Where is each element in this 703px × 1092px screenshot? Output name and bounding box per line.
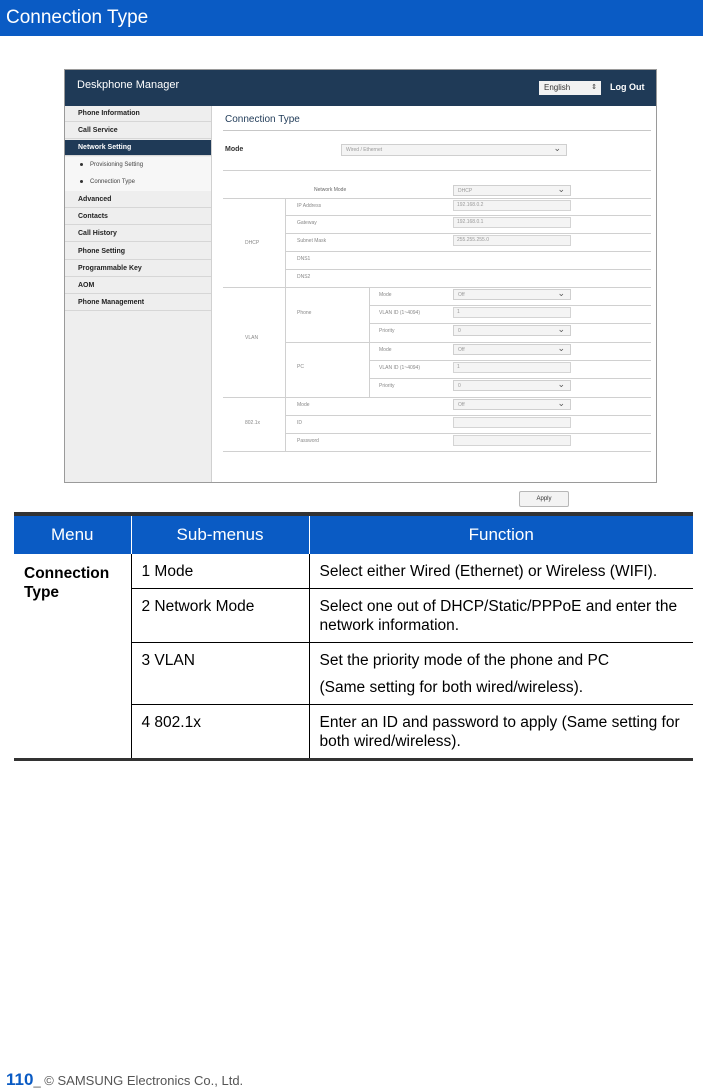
pc-priority-label: Priority [379,383,395,389]
bullet-icon [80,163,83,166]
app-title: Deskphone Manager [77,79,180,91]
divider [285,233,651,234]
select-arrow-icon: ⇕ [591,84,597,91]
divider [285,433,651,434]
vlan-group-label: VLAN [245,335,259,341]
menu-cell: Connection Type [14,554,131,760]
sidebar-item-call-service[interactable]: Call Service [65,123,211,139]
subitem-label: Provisioning Setting [90,162,144,168]
chevron-down-icon: ⌄ [557,184,565,194]
sidebar-item-network-setting[interactable]: Network Setting [65,140,211,156]
sidebar-item-call-history[interactable]: Call History [65,226,211,242]
divider [223,287,651,288]
dns2-label: DNS2 [297,274,311,280]
network-mode-value: DHCP [458,188,473,194]
divider [369,360,651,361]
submenu-cell: 3 VLAN [131,643,309,705]
sidebar-item-phone-management[interactable]: Phone Management [65,295,211,311]
chevron-down-icon: ⌄ [557,324,565,334]
section-title: Connection Type [6,7,149,28]
mode-select[interactable] [341,144,567,156]
dot1x-password-label: Password [297,438,319,444]
divider [223,170,651,171]
phone-vlan-id-input[interactable]: 1 [453,307,571,318]
submenu-cell: 4 802.1x [131,705,309,760]
chevron-down-icon: ⌄ [553,143,561,153]
subitem-label: Connection Type [90,179,135,185]
subnet-mask-input[interactable]: 255.255.255.0 [453,235,571,246]
chevron-down-icon: ⌄ [557,379,565,389]
phone-mode-value: Off [458,292,465,298]
divider [285,415,651,416]
section-header [0,0,703,36]
table-row [14,554,693,589]
dot1x-id-input[interactable] [453,417,571,428]
page-number: 110 [6,1070,34,1089]
chevron-down-icon: ⌄ [557,398,565,408]
language-select[interactable] [539,81,601,95]
pc-vlan-id-input[interactable]: 1 [453,362,571,373]
dot1x-mode-select[interactable] [453,399,571,410]
divider [223,397,651,398]
sidebar-item-contacts[interactable]: Contacts [65,209,211,225]
pc-priority-select[interactable] [453,380,571,391]
gateway-label: Gateway [297,220,317,226]
column-header-function: Function [309,514,693,554]
ip-address-label: IP Address [297,203,322,209]
vlan-phone-label: Phone [297,310,312,316]
divider [285,269,651,270]
dot1x-id-label: ID [297,420,302,426]
logout-link[interactable]: Log Out [610,82,645,92]
function-line: Set the priority mode of the phone and PC [319,652,610,669]
phone-priority-label: Priority [379,328,395,334]
network-mode-label: Network Mode [314,187,347,193]
bullet-icon [80,180,83,183]
dot1x-mode-value: Off [458,402,465,408]
column-header-menu: Menu [14,514,131,554]
ui-screenshot [64,69,657,502]
chevron-down-icon: ⌄ [557,343,565,353]
phone-priority-select[interactable] [453,325,571,336]
vlan-pc-label: PC [297,364,304,370]
chevron-down-icon: ⌄ [557,288,565,298]
function-cell: Select either Wired (Ethernet) or Wireless (WIFI). [309,554,693,589]
phone-mode-select[interactable] [453,289,571,300]
app-topbar [65,70,656,106]
dot1x-group-label: 802.1x [245,420,261,426]
mode-label: Mode [225,146,244,153]
sidebar-item-phone-information[interactable]: Phone Information [65,106,211,122]
pc-mode-label: Mode [379,347,392,353]
divider [285,215,651,216]
dns1-label: DNS1 [297,256,311,262]
phone-priority-value: 0 [458,328,461,334]
divider [223,451,651,452]
mode-value: Wired / Ethernet [346,147,383,153]
divider [369,305,651,306]
divider [369,378,651,379]
dhcp-group-label: DHCP [245,240,260,246]
footer-separator: _ [33,1073,41,1088]
ip-address-input[interactable]: 192.168.0.2 [453,200,571,211]
sidebar-subitem-provisioning[interactable] [65,157,211,174]
divider [285,198,286,290]
submenu-cell: 2 Network Mode [131,589,309,643]
pc-mode-value: Off [458,347,465,353]
language-value: English [544,83,571,92]
sidebar-item-programmable-key[interactable]: Programmable Key [65,261,211,277]
phone-mode-label: Mode [379,292,392,298]
submenu-cell: 1 Mode [131,554,309,589]
function-cell [309,643,693,705]
pc-priority-value: 0 [458,383,461,389]
pc-mode-select[interactable] [453,344,571,355]
page-title: Connection Type [225,114,300,125]
subnet-mask-label: Subnet Mask [297,238,327,244]
function-table [14,512,693,761]
divider [285,397,286,451]
dot1x-mode-label: Mode [297,402,310,408]
sidebar [65,106,212,482]
title-divider [223,130,651,131]
column-header-submenus: Sub-menus [131,514,309,554]
function-line: (Same setting for both wired/wireless). [319,679,584,696]
pc-vlan-id-label: VLAN ID (1~4094) [379,365,420,371]
divider [285,342,651,343]
sidebar-item-aom[interactable]: AOM [65,278,211,294]
sidebar-item-phone-setting[interactable]: Phone Setting [65,244,211,260]
apply-button[interactable]: Apply [519,491,569,507]
phone-vlan-id-label: VLAN ID (1~4094) [379,310,420,316]
function-cell: Select one out of DHCP/Static/PPPoE and enter the network information. [309,589,693,643]
gateway-input[interactable]: 192.168.0.1 [453,217,571,228]
divider [369,323,651,324]
function-cell: Enter an ID and password to apply (Same setting for both wired/wireless). [309,705,693,760]
divider [223,198,651,199]
network-mode-select[interactable] [453,185,571,196]
table-header-row [14,514,693,554]
sidebar-subitem-connection-type[interactable] [65,174,211,191]
content-panel [223,106,651,502]
dot1x-password-input[interactable] [453,435,571,446]
divider [285,251,651,252]
sidebar-item-advanced[interactable]: Advanced [65,192,211,208]
copyright: © SAMSUNG Electronics Co., Ltd. [44,1073,244,1088]
page-footer [6,1070,243,1090]
